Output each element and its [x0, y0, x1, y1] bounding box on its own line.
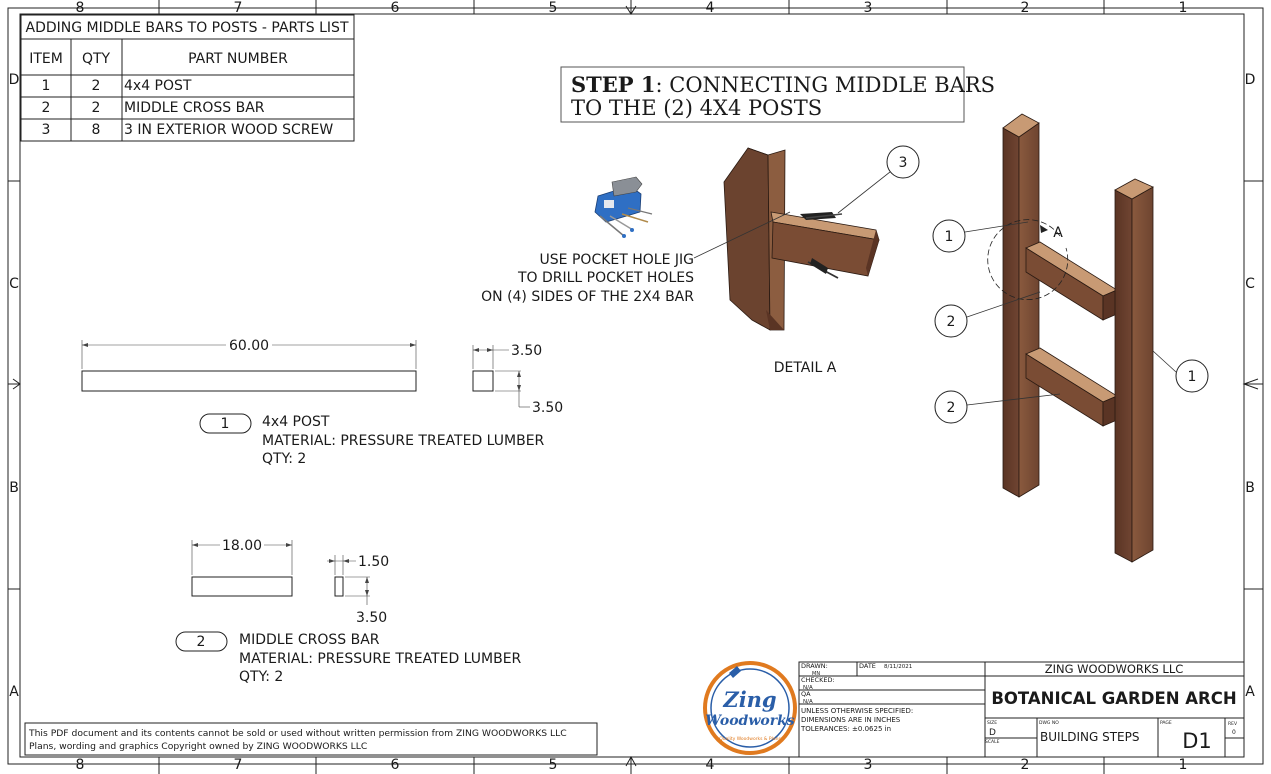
- step-title-line2: TO THE (2) 4X4 POSTS: [571, 96, 823, 120]
- part-1-length-dim: 60.00: [228, 338, 270, 354]
- balloon-post-right: [1176, 360, 1208, 392]
- part-1-name: 4x4 POST: [262, 414, 330, 430]
- parts-list-title: ADDING MIDDLE BARS TO POSTS - PARTS LIST: [25, 20, 349, 36]
- part-2-qty: QTY: 2: [239, 669, 284, 685]
- parts-list-cell: 3 IN EXTERIOR WOOD SCREW: [124, 122, 334, 138]
- note-line2: DIMENSIONS ARE IN INCHES: [801, 716, 901, 724]
- balloon-number: 2: [196, 634, 206, 650]
- size-label: SIZE: [987, 721, 998, 726]
- balloon-number: 1: [220, 416, 230, 432]
- balloon-number: 1: [944, 229, 954, 245]
- part-1-width-dim: 3.50: [511, 343, 543, 359]
- parts-list-cell: 3: [41, 122, 51, 138]
- zone-col-label-top: 2: [1020, 0, 1030, 16]
- zone-row-label-right: D: [1244, 72, 1256, 88]
- parts-list-table: [21, 15, 354, 141]
- parts-list-header-item: ITEM: [29, 51, 63, 67]
- zone-col-label-top: 4: [705, 0, 715, 16]
- rev-value: 0: [1232, 729, 1236, 736]
- dwg-no-value: BUILDING STEPS: [1040, 730, 1140, 744]
- detail-a-balloon-screw: [887, 146, 919, 178]
- page-value: D1: [1182, 729, 1212, 753]
- rev-label: REV: [1228, 722, 1238, 727]
- logo-tagline: Quality Woodworks & Plans: [719, 737, 781, 742]
- parts-list-cell: 1: [41, 78, 51, 94]
- zone-row-label-left: D: [8, 72, 20, 88]
- leader-screw: [838, 172, 890, 213]
- balloon-number: 1: [1187, 369, 1197, 385]
- note-line1: UNLESS OTHERWISE SPECIFIED:: [801, 707, 914, 715]
- scale-label: SCALE: [985, 740, 1000, 745]
- zone-row-label-left: B: [9, 480, 19, 496]
- part-2-balloon: [176, 632, 227, 651]
- date-label: DATE: [859, 662, 876, 670]
- detail-a-view: [694, 148, 890, 330]
- step-number: STEP 1: [571, 72, 656, 97]
- assembly-isometric-view: [965, 114, 1176, 562]
- detail-a-label: DETAIL A: [773, 360, 837, 376]
- checked-value: N/A: [803, 685, 813, 691]
- drawing-title: BOTANICAL GARDEN ARCH: [991, 689, 1237, 708]
- zone-row-label-right: A: [1245, 684, 1255, 700]
- parts-list-header-qty: QTY: [81, 51, 111, 67]
- size-value: D: [989, 728, 996, 738]
- qa-label: QA: [801, 690, 811, 698]
- zone-col-label-bottom: 1: [1178, 757, 1188, 773]
- zone-row-label-right: B: [1245, 480, 1255, 496]
- zone-col-label-bottom: 6: [390, 757, 400, 773]
- drawn-label: DRAWN:: [801, 662, 828, 670]
- date-value: 8/11/2021: [884, 664, 913, 670]
- part-2-width-dim: 1.50: [358, 554, 390, 570]
- detail-view-letter: A: [1053, 225, 1063, 241]
- parts-list-cell: 2: [41, 100, 51, 116]
- qa-value: N/A: [803, 699, 813, 705]
- logo-zing: Zing: [723, 687, 777, 712]
- zone-col-label-top: 5: [548, 0, 558, 16]
- part-1-balloon: [200, 414, 251, 433]
- balloon-number: 2: [946, 400, 956, 416]
- part-1-qty: QTY: 2: [262, 451, 307, 467]
- parts-list-cell: 2: [91, 100, 101, 116]
- copyright-line1: This PDF document and its contents cannot be sold or used without written permission from ZING WOODWORKS LLC: [29, 728, 567, 739]
- balloon-number: 3: [898, 155, 908, 171]
- zone-col-label-top: 6: [390, 0, 400, 16]
- parts-list-header-part: PART NUMBER: [188, 51, 288, 67]
- title-block: [799, 662, 1244, 757]
- zing-woodworks-logo: [705, 663, 795, 753]
- part-2-length-dim: 18.00: [221, 538, 263, 554]
- balloon-post-left: [933, 220, 965, 252]
- page-label: PAGE: [1160, 721, 1172, 726]
- step-title-line1: : CONNECTING MIDDLE BARS: [655, 73, 996, 97]
- balloon-bar-lower: [935, 391, 967, 423]
- part-2-height-dim: 3.50: [356, 610, 388, 626]
- zone-col-label-bottom: 5: [548, 757, 558, 773]
- checked-label: CHECKED:: [801, 676, 835, 684]
- zone-col-label-top: 1: [1178, 0, 1188, 16]
- zone-col-label-bottom: 2: [1020, 757, 1030, 773]
- parts-list-cell: MIDDLE CROSS BAR: [124, 100, 265, 116]
- part-2-name: MIDDLE CROSS BAR: [239, 632, 380, 648]
- dwg-no-label: DWG NO: [1039, 721, 1059, 726]
- zone-col-label-bottom: 7: [233, 757, 243, 773]
- balloon-number: 2: [946, 314, 956, 330]
- parts-list-cell: 2: [91, 78, 101, 94]
- detail-note-line2: TO DRILL POCKET HOLES: [517, 270, 694, 286]
- zone-row-label-left: A: [9, 684, 19, 700]
- copyright-line2: Plans, wording and graphics Copyright owned by ZING WOODWORKS LLC: [29, 741, 368, 752]
- detail-note-line3: ON (4) SIDES OF THE 2X4 BAR: [481, 289, 694, 305]
- zone-row-label-left: C: [9, 276, 19, 292]
- part-1-drawing: [82, 340, 530, 407]
- parts-list-cell: 8: [91, 122, 101, 138]
- zone-col-label-top: 8: [75, 0, 85, 16]
- parts-list-cell: 4x4 POST: [124, 78, 192, 94]
- zone-row-label-right: C: [1245, 276, 1255, 292]
- zone-col-label-top: 3: [863, 0, 873, 16]
- part-1-material: MATERIAL: PRESSURE TREATED LUMBER: [262, 433, 545, 449]
- zone-col-label-bottom: 3: [863, 757, 873, 773]
- pocket-hole-jig-icon: [595, 177, 652, 238]
- part-1-height-dim: 3.50: [532, 400, 564, 416]
- part-2-drawing: [192, 540, 370, 605]
- zone-col-label-bottom: 4: [705, 757, 715, 773]
- note-line3: TOLERANCES: ±0.0625 in: [801, 725, 892, 733]
- zone-col-label-bottom: 8: [75, 757, 85, 773]
- svg-text:STEP 1: CONNECTING MIDDLE BARS: [571, 72, 995, 97]
- logo-woodworks: Woodworks: [705, 713, 795, 729]
- leader-post-right: [1153, 351, 1176, 372]
- part-2-material: MATERIAL: PRESSURE TREATED LUMBER: [239, 651, 522, 667]
- copyright-notice: [25, 723, 597, 755]
- company-name: ZING WOODWORKS LLC: [1044, 662, 1184, 676]
- step-title-box: [561, 67, 995, 122]
- detail-note-line1: USE POCKET HOLE JIG: [539, 252, 694, 268]
- zone-col-label-top: 7: [233, 0, 243, 16]
- balloon-bar-upper: [935, 305, 967, 337]
- drawn-value: MN: [812, 671, 821, 677]
